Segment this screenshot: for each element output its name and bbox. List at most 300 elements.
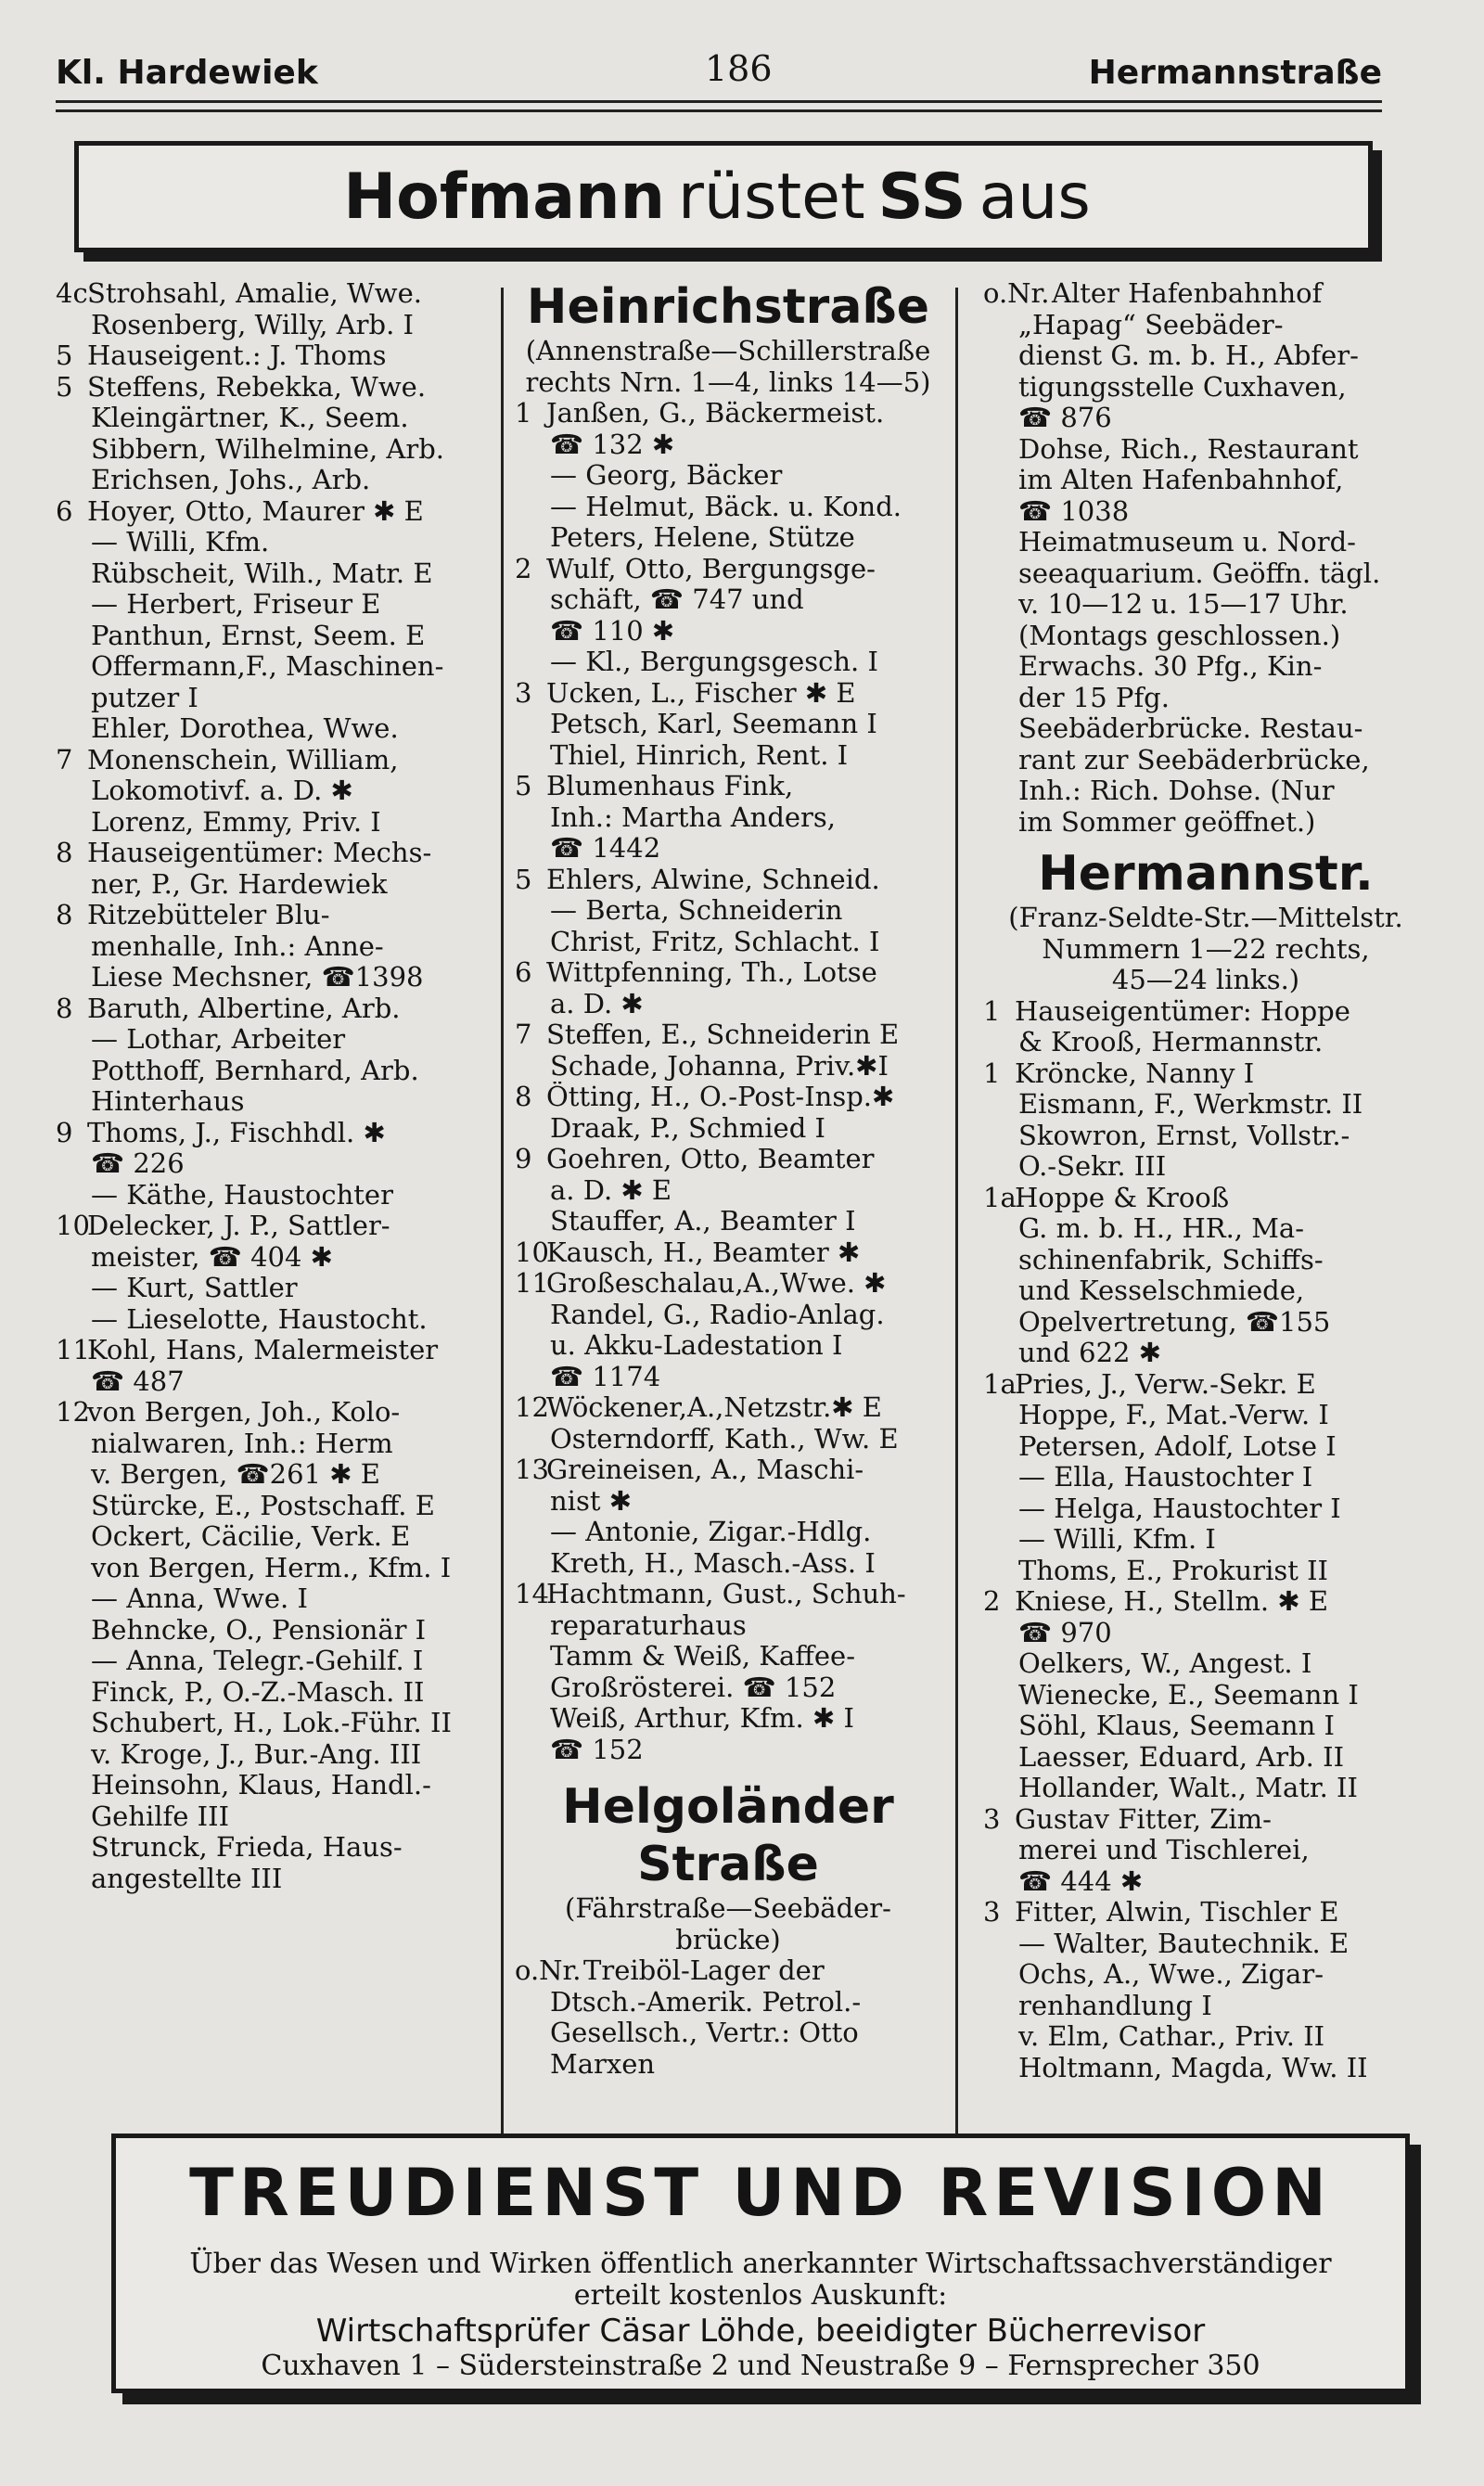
- directory-entry: [56, 558, 496, 590]
- house-number: 8: [56, 900, 73, 930]
- entry-text: Ockert, Cäcilie, Verk. E: [91, 1521, 411, 1552]
- directory-entry: [983, 2053, 1428, 2084]
- directory-entry: [983, 1773, 1428, 1804]
- entry-text: G. m. b. H., HR., Ma-: [1018, 1213, 1305, 1244]
- directory-entry: [515, 1641, 941, 1672]
- entry-text: Hinterhaus: [91, 1086, 245, 1117]
- directory-entry: [515, 895, 941, 927]
- directory-entry: [983, 1835, 1428, 1866]
- entry-text: Großeschalau,A.,Wwe. ✱: [546, 1268, 887, 1299]
- entry-text: Tamm & Weiß, Kaffee-: [550, 1641, 855, 1672]
- directory-entry: [56, 1304, 496, 1336]
- entry-text: — Kurt, Sattler: [91, 1273, 298, 1303]
- entry-text: Alter Hafenbahnhof: [1052, 278, 1323, 309]
- directory-entry: [56, 1615, 496, 1647]
- directory-entry: [56, 1708, 496, 1739]
- ad-top-word3: SS: [877, 160, 966, 234]
- entry-text: Goehren, Otto, Beamter: [546, 1144, 875, 1174]
- entry-text: Heimatmuseum u. Nord-: [1018, 527, 1356, 557]
- directory-entry: [56, 1459, 496, 1491]
- ad-bottom-line1: Über das Wesen und Wirken öffentlich anerkannter Wirtschaftssachverständiger: [189, 2248, 1332, 2280]
- directory-entry: [515, 771, 941, 802]
- directory-entry: [515, 1237, 941, 1269]
- directory-entry: [56, 372, 496, 404]
- directory-entry: [56, 1832, 496, 1864]
- directory-entry: [983, 310, 1428, 341]
- entry-text: Hoppe, F., Mat.-Verw. I: [1018, 1400, 1329, 1430]
- street-heading-helgolaender: Helgoländer: [562, 1779, 894, 1835]
- house-number: 1: [983, 1057, 1001, 1089]
- entry-text: nist ✱: [550, 1485, 633, 1517]
- ad-top-word2: rüstet: [678, 160, 865, 234]
- entry-text: Petersen, Adolf, Lotse I: [1018, 1430, 1337, 1462]
- directory-entry: [983, 1742, 1428, 1774]
- entry-text: Sibbern, Wilhelmine, Arb.: [91, 433, 445, 465]
- directory-entry: [515, 802, 941, 834]
- entry-text: Steffen, E., Schneiderin E: [546, 1019, 900, 1050]
- entry-text: nialwaren, Inh.: Herm: [91, 1428, 393, 1459]
- entry-text: Wittpfenning, Th., Lotse: [546, 957, 877, 988]
- directory-entry: [56, 745, 496, 776]
- entry-text: Weiß, Arthur, Kfm. ✱ I: [550, 1703, 854, 1734]
- entry-text: Wulf, Otto, Bergungsge-: [546, 553, 876, 584]
- directory-entry: [56, 807, 496, 839]
- entry-text: ☎ 1038: [1018, 495, 1130, 527]
- page-number: 186: [705, 48, 773, 89]
- directory-entry: [56, 713, 496, 745]
- directory-entry: [983, 1151, 1428, 1183]
- house-number: 7: [515, 1019, 532, 1050]
- house-number: 8: [515, 1082, 532, 1112]
- house-number: 6: [56, 495, 73, 527]
- entry-text: Holtmann, Magda, Ww. II: [1018, 2052, 1368, 2083]
- entry-text: Thoms, E., Prokurist II: [1018, 1555, 1329, 1586]
- directory-entry: [515, 1330, 941, 1362]
- entry-text: im Sommer geöffnet.): [1018, 806, 1316, 838]
- directory-entry: [515, 1424, 941, 1455]
- directory-entry: [515, 709, 941, 740]
- entry-text: schäft, ☎ 747 und: [550, 584, 804, 615]
- entry-text: — Lothar, Arbeiter: [91, 1024, 346, 1055]
- directory-entry: [56, 1553, 496, 1584]
- house-number: 12: [515, 1392, 549, 1423]
- entry-text: der 15 Pfg.: [1018, 682, 1170, 713]
- entry-text: v. Elm, Cathar., Priv. II: [1018, 2021, 1325, 2052]
- directory-entry: [515, 1300, 941, 1331]
- header-rule-2: [56, 109, 1382, 112]
- entry-text: v. Kroge, J., Bur.-Ang. III: [91, 1738, 422, 1770]
- entry-text: Petsch, Karl, Seemann I: [550, 709, 877, 739]
- entry-text: — Antonie, Zigar.-Hdlg.: [550, 1517, 872, 1547]
- directory-entry: [56, 278, 496, 310]
- entry-text: Hoyer, Otto, Maurer ✱ E: [87, 495, 424, 527]
- entry-text: menhalle, Inh.: Anne-: [91, 930, 384, 962]
- entry-text: und Kesselschmiede,: [1018, 1275, 1305, 1306]
- house-number: 3: [983, 1803, 1001, 1835]
- entry-text: Ehlers, Alwine, Schneid.: [546, 864, 880, 895]
- directory-entry: [515, 616, 941, 647]
- directory-entry: [983, 1369, 1428, 1401]
- entry-text: Opelvertretung, ☎155: [1018, 1306, 1331, 1338]
- entry-text: — Ella, Haustochter I: [1018, 1462, 1313, 1493]
- directory-entry: [56, 1024, 496, 1056]
- entry-text: & Krooß, Hermannstr.: [1018, 1027, 1324, 1057]
- entry-text: Laesser, Eduard, Arb. II: [1018, 1741, 1345, 1773]
- street-heading-hermannstr: Hermannstr.: [1038, 846, 1374, 902]
- house-number: 12: [56, 1397, 90, 1428]
- entry-text: ☎ 226: [91, 1148, 185, 1179]
- directory-entry: [56, 1148, 496, 1180]
- entry-text: Kniese, H., Stellm. ✱ E: [1015, 1586, 1329, 1617]
- entry-text: ☎ 970: [1018, 1617, 1112, 1648]
- entry-text: Oelkers, W., Angest. I: [1018, 1648, 1312, 1679]
- entry-text: Ucken, L., Fischer ✱ E: [546, 677, 856, 709]
- entry-text: — Helga, Haustochter I: [1018, 1493, 1341, 1524]
- entry-text: Potthoff, Bernhard, Arb.: [91, 1055, 419, 1086]
- entry-text: Seebäderbrücke. Restau-: [1018, 713, 1363, 744]
- ad-top-word1: Hofmann: [343, 160, 665, 234]
- ad-bottom-title: TREUDIENST UND REVISION: [189, 2155, 1332, 2231]
- advertisement-bottom: [111, 2134, 1410, 2393]
- entry-text: a. D. ✱: [550, 988, 644, 1019]
- house-number: 1a: [983, 1368, 1017, 1400]
- directory-entry: [983, 1089, 1428, 1121]
- directory-entry: [983, 1245, 1428, 1276]
- entry-text: — Helmut, Bäck. u. Kond.: [550, 491, 902, 522]
- entry-text: Panthun, Ernst, Seem. E: [91, 620, 426, 651]
- house-number: 11: [56, 1335, 90, 1365]
- entry-text: Gesellsch., Vertr.: Otto: [550, 2018, 859, 2048]
- running-header: [56, 48, 1382, 95]
- directory-entry: [515, 492, 941, 523]
- directory-entry: [56, 403, 496, 434]
- entry-text: Stürcke, E., Postschaff. E: [91, 1490, 435, 1521]
- entry-text: dienst G. m. b. H., Abfer-: [1018, 340, 1359, 371]
- directory-entry: [983, 807, 1428, 839]
- directory-entry: [515, 1206, 941, 1237]
- entry-text: Draak, P., Schmied I: [550, 1112, 825, 1144]
- street-subheading: brücke): [675, 1924, 781, 1955]
- directory-entry: [515, 678, 941, 710]
- directory-entry: [56, 1583, 496, 1615]
- directory-entry: [56, 1242, 496, 1274]
- entry-text: Pries, J., Verw.-Sekr. E: [1015, 1368, 1316, 1400]
- street-subheading: 45—24 links.): [1111, 965, 1300, 995]
- entry-text: Ritzebütteler Blu-: [87, 900, 330, 930]
- directory-entry: [983, 1027, 1428, 1058]
- entry-text: Kleingärtner, K., Seem.: [91, 403, 409, 433]
- directory-entry: [983, 1183, 1428, 1214]
- directory-entry: [56, 1770, 496, 1801]
- entry-text: Kreth, H., Masch.-Ass. I: [550, 1547, 876, 1579]
- directory-entry: [56, 1739, 496, 1771]
- entry-text: schinenfabrik, Schiffs-: [1018, 1244, 1324, 1275]
- house-number: 9: [515, 1144, 532, 1174]
- entry-text: ☎ 1442: [550, 833, 661, 864]
- entry-text: ☎ 487: [91, 1365, 185, 1397]
- entry-text: Inh.: Martha Anders,: [550, 801, 837, 833]
- entry-text: Großrösterei. ☎ 152: [550, 1672, 837, 1703]
- entry-text: Treiböl-Lager der: [583, 1955, 825, 1986]
- house-number: 3: [983, 1897, 1001, 1928]
- entry-text: Erwachs. 30 Pfg., Kin-: [1018, 651, 1323, 682]
- directory-entry: [983, 1586, 1428, 1618]
- entry-text: — Walter, Bautechnik. E: [1018, 1928, 1350, 1959]
- entry-text: Gustav Fitter, Zim-: [1015, 1803, 1272, 1835]
- street-subheading: rechts Nrn. 1—4, links 14—5): [525, 366, 931, 398]
- directory-entry: [983, 996, 1428, 1028]
- directory-entry: [515, 429, 941, 461]
- entry-text: Marxen: [550, 2048, 656, 2080]
- entry-text: ☎ 110 ✱: [550, 615, 675, 647]
- entry-text: Strunck, Frieda, Haus-: [91, 1832, 403, 1863]
- directory-entry: [983, 1462, 1428, 1493]
- directory-entry: [56, 1397, 496, 1429]
- entry-text: — Anna, Wwe. I: [91, 1583, 308, 1614]
- directory-entry: [983, 340, 1428, 372]
- entry-text: Hollander, Walt., Matr. II: [1018, 1773, 1358, 1803]
- entry-text: Blumenhaus Fink,: [546, 771, 794, 801]
- directory-entry: [515, 647, 941, 678]
- directory-entry: [983, 1275, 1428, 1307]
- house-number: 6: [515, 957, 532, 988]
- entry-text: Thoms, J., Fischhdl. ✱: [87, 1117, 386, 1148]
- street-subheading: (Fährstraße—Seebäder-: [565, 1893, 891, 1924]
- entry-text: Ötting, H., O.-Post-Insp.✱: [546, 1082, 895, 1112]
- entry-text: ner, P., Gr. Hardewiek: [91, 868, 388, 900]
- entry-text: Inh.: Rich. Dohse. (Nur: [1018, 775, 1335, 806]
- directory-entry: [983, 2021, 1428, 2053]
- directory-entry: [56, 434, 496, 466]
- directory-entry: [983, 1648, 1428, 1680]
- directory-entry: [983, 589, 1428, 621]
- entry-text: Dohse, Rich., Restaurant: [1018, 433, 1359, 465]
- entry-text: Hachtmann, Gust., Schuh-: [546, 1579, 906, 1609]
- house-number: 4c: [56, 278, 88, 309]
- entry-text: Greineisen, A., Maschi-: [546, 1454, 864, 1485]
- entry-text: v. Bergen, ☎261 ✱ E: [91, 1459, 380, 1490]
- entry-text: a. D. ✱ E: [550, 1174, 672, 1206]
- entry-text: Hauseigent.: J. Thoms: [87, 340, 387, 371]
- entry-text: — Herbert, Friseur E: [91, 589, 381, 620]
- directory-entry: [56, 683, 496, 714]
- entry-text: Peters, Helene, Stütze: [550, 522, 855, 553]
- directory-entry: [56, 589, 496, 621]
- entry-text: Heinsohn, Klaus, Handl.-: [91, 1770, 431, 1800]
- directory-entry: [983, 372, 1428, 404]
- entry-text: — Anna, Telegr.-Gehilf. I: [91, 1646, 424, 1676]
- directory-entry: [515, 1268, 941, 1300]
- entry-text: merei und Tischlerei,: [1018, 1835, 1310, 1865]
- house-number: 2: [515, 553, 532, 584]
- house-number: 8: [56, 838, 73, 868]
- directory-entry: [983, 775, 1428, 807]
- entry-text: ☎ 444 ✱: [1018, 1865, 1144, 1897]
- entry-text: tigungsstelle Cuxhaven,: [1018, 371, 1347, 403]
- house-number: 8: [56, 993, 73, 1024]
- entry-text: Finck, P., O.-Z.-Masch. II: [91, 1676, 425, 1708]
- directory-entry: [56, 527, 496, 558]
- entry-text: Kröncke, Nanny I: [1015, 1057, 1255, 1089]
- directory-entry: [56, 1180, 496, 1211]
- directory-entry: [983, 1524, 1428, 1556]
- street-subheading: Nummern 1—22 rechts,: [1042, 933, 1370, 965]
- directory-entry: [56, 1491, 496, 1522]
- directory-entry: [56, 1801, 496, 1833]
- entry-text: „Hapag“ Seebäder-: [1018, 309, 1284, 340]
- house-number: 1: [983, 995, 1001, 1027]
- directory-entry: [56, 993, 496, 1025]
- directory-entry: [515, 522, 941, 554]
- directory-entry: [515, 1610, 941, 1642]
- entry-text: Schubert, H., Lok.-Führ. II: [91, 1708, 452, 1738]
- entry-text: — Käthe, Haustochter: [91, 1179, 393, 1211]
- directory-entry: [983, 1338, 1428, 1369]
- directory-entry: [515, 1082, 941, 1113]
- directory-entry: [56, 1677, 496, 1709]
- directory-entry: [56, 900, 496, 931]
- entry-text: seeaquarium. Geöffn. tägl.: [1018, 557, 1381, 589]
- directory-entry: [56, 1086, 496, 1118]
- directory-entry: [56, 465, 496, 496]
- entry-text: Kohl, Hans, Malermeister: [87, 1335, 439, 1365]
- entry-text: — Willi, Kfm. I: [1018, 1524, 1216, 1555]
- entry-text: Lokomotivf. a. D. ✱: [91, 775, 353, 806]
- directory-entry: [515, 1144, 941, 1175]
- column-divider-2: [955, 288, 958, 2134]
- header-rule: [56, 100, 1382, 103]
- directory-entry: [983, 683, 1428, 714]
- entry-text: Schade, Johanna, Priv.✱I: [550, 1050, 889, 1082]
- house-number: 1: [515, 398, 532, 429]
- entry-text: Rübscheit, Wilh., Matr. E: [91, 557, 433, 589]
- house-number: 10: [515, 1237, 549, 1268]
- directory-entry: [983, 651, 1428, 683]
- directory-entry: [515, 1051, 941, 1083]
- directory-entry: [515, 1486, 941, 1518]
- house-number: 5: [56, 340, 73, 371]
- entry-text: ☎ 132 ✱: [550, 429, 675, 460]
- directory-entry: [515, 460, 941, 492]
- directory-entry: [983, 496, 1428, 528]
- directory-entry: [56, 931, 496, 963]
- entry-text: (Montags geschlossen.): [1018, 620, 1341, 651]
- directory-entry: [56, 1118, 496, 1149]
- entry-text: Christ, Fritz, Schlacht. I: [550, 926, 880, 957]
- entry-text: Erichsen, Johs., Arb.: [91, 465, 371, 495]
- entry-text: von Bergen, Joh., Kolo-: [87, 1397, 401, 1428]
- directory-entry: [515, 1454, 941, 1486]
- entry-text: Dtsch.-Amerik. Petrol.-: [550, 1986, 862, 2018]
- directory-entry: [515, 1672, 941, 1704]
- directory-entry: [515, 989, 941, 1020]
- directory-entry: [56, 1521, 496, 1553]
- directory-entry: [515, 584, 941, 616]
- ad-bottom-line4: Cuxhaven 1 – Südersteinstraße 2 und Neustraße 9 – Fernsprecher 350: [261, 2350, 1260, 2382]
- directory-entry: [56, 1056, 496, 1087]
- directory-entry: [983, 621, 1428, 652]
- directory-entry: [983, 1929, 1428, 1960]
- directory-entry: [515, 833, 941, 865]
- house-number: 5: [56, 371, 73, 403]
- street-subheading: (Annenstraße—Schillerstraße: [525, 336, 931, 366]
- entry-text: — Willi, Kfm.: [91, 527, 270, 557]
- entry-text: v. 10—12 u. 15—17 Uhr.: [1018, 589, 1349, 620]
- house-number: o.Nr.: [983, 278, 1050, 309]
- directory-entry: [983, 713, 1428, 745]
- entry-text: ☎ 1174: [550, 1361, 661, 1392]
- street-heading-strasse: Straße: [637, 1837, 819, 1892]
- directory-entry: [983, 1991, 1428, 2022]
- directory-entry: [983, 1213, 1428, 1245]
- directory-entry: [56, 621, 496, 652]
- directory-entry: [515, 1703, 941, 1735]
- house-number: o.Nr.: [515, 1955, 582, 1986]
- header-left: Kl. Hardewiek: [56, 54, 318, 92]
- entry-text: ☎ 876: [1018, 403, 1112, 433]
- directory-entry: [56, 1646, 496, 1677]
- entry-text: Fitter, Alwin, Tischler E: [1015, 1897, 1339, 1928]
- entry-text: — Kl., Bergungsgesch. I: [550, 647, 878, 677]
- entry-text: ☎ 152: [550, 1734, 644, 1765]
- directory-entry: [515, 1362, 941, 1393]
- directory-entry: [56, 340, 496, 372]
- directory-entry: [983, 1711, 1428, 1742]
- entry-text: angestellte III: [91, 1863, 283, 1894]
- entry-text: Söhl, Klaus, Seemann I: [1018, 1711, 1335, 1741]
- column-divider-1: [501, 288, 504, 2134]
- house-number: 14: [515, 1579, 549, 1609]
- directory-entry: [56, 775, 496, 807]
- entry-text: Thiel, Hinrich, Rent. I: [550, 739, 849, 771]
- directory-entry: [56, 496, 496, 528]
- entry-text: meister, ☎ 404 ✱: [91, 1241, 333, 1273]
- entry-text: Osterndorff, Kath., Ww. E: [550, 1423, 899, 1454]
- directory-entry: [56, 838, 496, 869]
- entry-text: Wienecke, E., Seemann I: [1018, 1679, 1359, 1711]
- directory-entry: [515, 1517, 941, 1548]
- directory-entry: [983, 558, 1428, 590]
- ad-top-word4: aus: [979, 160, 1091, 234]
- directory-entry: [56, 869, 496, 901]
- entry-text: — Berta, Schneiderin: [550, 895, 843, 926]
- house-number: 2: [983, 1586, 1001, 1617]
- entry-text: Hoppe & Krooß: [1015, 1182, 1230, 1213]
- entry-text: und 622 ✱: [1018, 1338, 1162, 1368]
- entry-text: Rosenberg, Willy, Arb. I: [91, 309, 414, 340]
- entry-text: Janßen, G., Bäckermeist.: [546, 398, 885, 429]
- directory-entry: [983, 1680, 1428, 1711]
- directory-entry: [983, 1307, 1428, 1339]
- house-number: 10: [56, 1211, 90, 1241]
- directory-entry: [983, 1121, 1428, 1152]
- entry-text: Offermann,F., Maschinen-: [91, 651, 444, 682]
- directory-entry: [515, 1548, 941, 1580]
- directory-entry: [515, 1955, 941, 1987]
- entry-text: Randel, G., Radio-Anlag.: [550, 1299, 885, 1330]
- entry-text: rant zur Seebäderbrücke,: [1018, 744, 1370, 775]
- entry-text: Skowron, Ernst, Vollstr.-: [1018, 1120, 1350, 1151]
- directory-entry: [983, 1866, 1428, 1898]
- directory-entry: [515, 1579, 941, 1610]
- directory-entry: [515, 398, 941, 429]
- house-number: 7: [56, 744, 73, 775]
- house-number: 11: [515, 1268, 549, 1299]
- directory-entry: [983, 1400, 1428, 1431]
- directory-entry: [983, 1804, 1428, 1836]
- entry-text: Lorenz, Emmy, Priv. I: [91, 806, 381, 838]
- entry-text: — Lieselotte, Haustocht.: [91, 1303, 428, 1335]
